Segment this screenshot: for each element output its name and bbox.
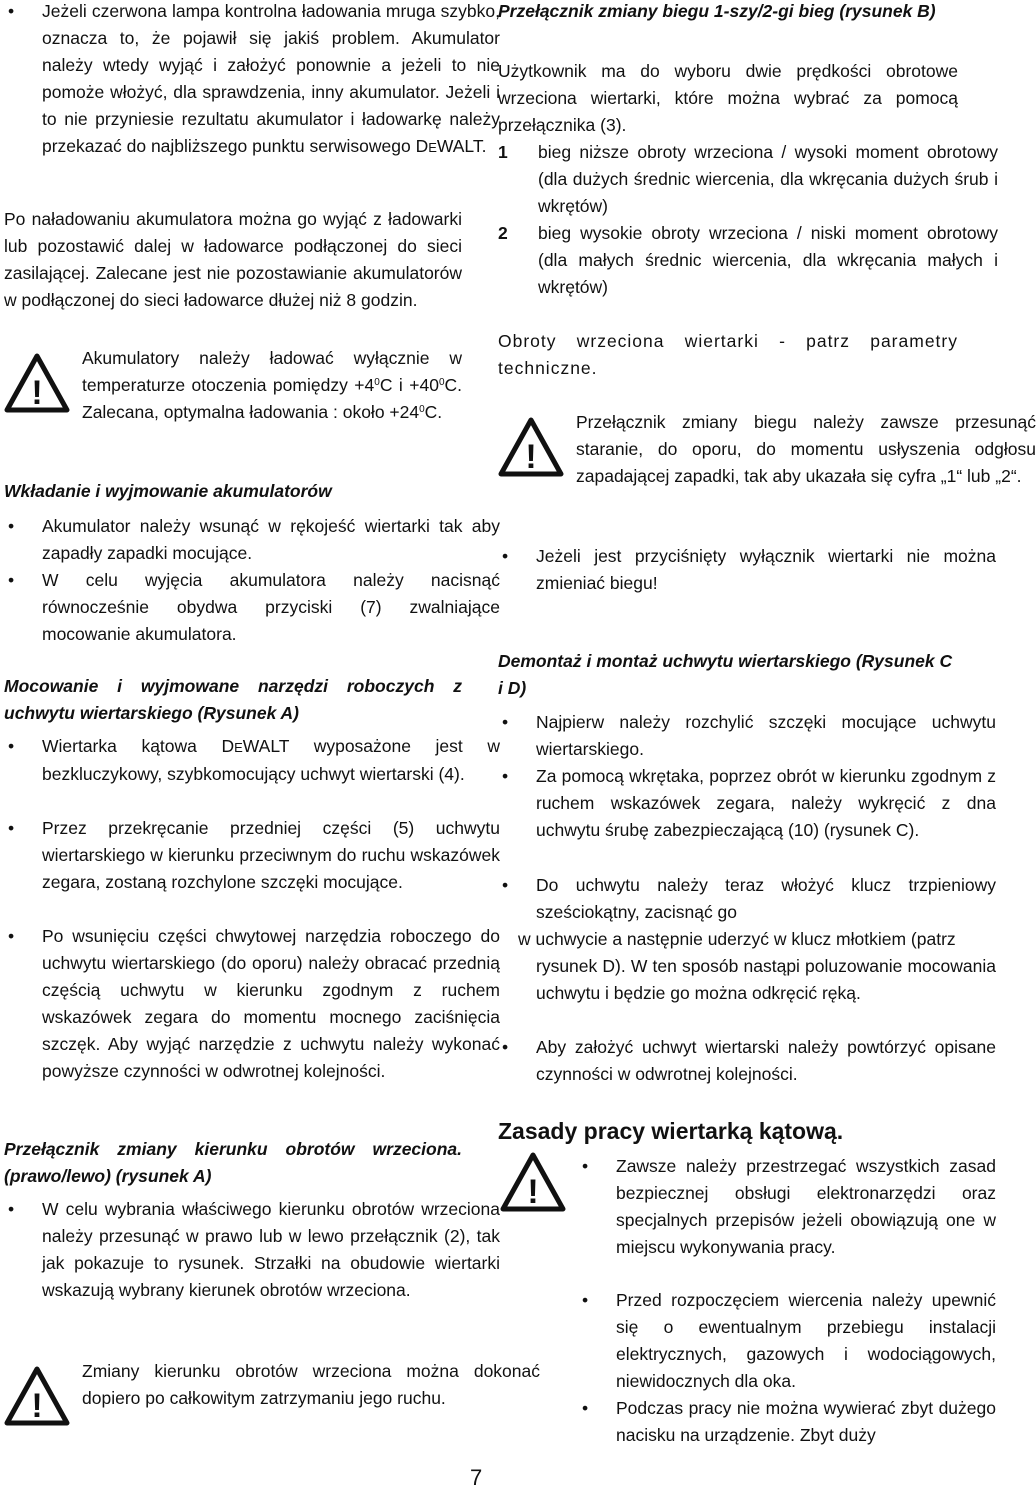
gear-item-1 — [498, 139, 998, 220]
gear-number: 2 — [498, 223, 508, 243]
list-item-text: Wiertarka kątowa — [42, 736, 197, 756]
list-item — [4, 1196, 500, 1304]
list-item-text: W celu wyjęcia akumulatora należy nacisnąć równocześnie obydwa przyciski (7) zwalniające mocowanie akumulatora. — [42, 570, 500, 644]
warning-icon — [498, 417, 564, 477]
list-item-text: Podczas pracy nie można wywierać zbyt dużego nacisku na urządzenie. Zbyt duży — [616, 1398, 996, 1445]
warning-text: C. Zalecana, optymalna ładowania : około +24 — [82, 375, 463, 422]
list-item-text: Aby założyć uchwyt wiertarski należy powtórzyć opisane czynności w odwrotnej kolejności. — [536, 1037, 996, 1084]
bullet: • — [502, 712, 509, 732]
list-item-text: Jeżeli jest przyciśnięty wyłącznik wiertarki nie można zmieniać biegu! — [536, 546, 996, 593]
bullet: • — [502, 875, 509, 895]
bullet: • — [582, 1156, 589, 1176]
section-heading: Demontaż i montaż uchwytu wiertarskiego (Rysunek C i D) — [498, 651, 953, 698]
svg-text:!: ! — [31, 374, 43, 412]
warning-icon — [4, 1366, 70, 1426]
degree-mark: 0 — [438, 377, 445, 388]
section-heading: Mocowanie i wyjmowane narzędzi roboczych z uchwytu wiertarskiego (Rysunek A) — [4, 676, 462, 723]
list-item-text: Najpierw należy rozchylić szczęki mocujące uchwytu wiertarskiego. — [536, 712, 996, 759]
bullet: • — [8, 736, 15, 756]
list-item-text: Do uchwytu należy teraz włożyć klucz trzpieniowy sześciokątny, zacisnąć go — [536, 875, 996, 922]
list-item — [498, 1034, 996, 1088]
svg-text:!: ! — [31, 1387, 43, 1425]
paragraph: Użytkownik ma do wyboru dwie prędkości obrotowe wrzeciona wiertarki, które można wybrać za pomocą przełącznika (3). — [498, 61, 958, 135]
warning-icon — [4, 353, 70, 413]
bullet: • — [582, 1290, 589, 1310]
list-item — [4, 0, 500, 161]
list-item — [578, 1287, 996, 1395]
bullet: • — [502, 766, 509, 786]
warning-block — [498, 409, 1036, 490]
bullet: • — [8, 1199, 15, 1219]
list-item — [4, 923, 500, 1085]
bullet: • — [8, 570, 15, 590]
degree-mark: 0 — [374, 377, 380, 388]
list-item — [578, 1153, 996, 1261]
section-heading: Przełącznik zmiany biegu 1-szy/2-gi bieg (rysunek B) — [498, 1, 936, 21]
degree-mark: 0 — [419, 404, 425, 415]
brand-e: E — [428, 140, 437, 155]
svg-text:!: ! — [527, 1173, 539, 1211]
bullet: • — [582, 1398, 589, 1418]
list-item — [4, 815, 500, 896]
list-item — [4, 733, 500, 788]
list-item — [578, 1395, 996, 1449]
list-item-text: Za pomocą wkrętaka, poprzez obrót w kierunku zgodnym z ruchem wskazówek zegara, należy wykręcić z dna uchwytu śrubę zabezpieczającą (10) (rysunek C). — [536, 766, 996, 840]
warning-text: C. — [424, 402, 443, 422]
paragraph: Po naładowaniu akumulatora można go wyjąć z ładowarki lub pozostawić dalej w ładowarce podłączonej do sieci zasilającej. Zalecane jest nie pozostawianie akumulatorów w podłączonej do sieci ładowarce dłużej niż 8 godzin. — [4, 209, 462, 310]
bullet: • — [502, 1037, 509, 1057]
warning-icon — [500, 1152, 566, 1212]
paragraph: Obroty wrzeciona wiertarki - patrz parametry techniczne. — [498, 331, 958, 378]
gear-text: bieg niższe obroty wrzeciona / wysoki moment obrotowy (dla dużych średnic wiercenia, dla wkręcania dużych śrub i wkrętów) — [538, 142, 998, 216]
brand-d: D — [221, 736, 235, 756]
list-item-text: Po wsunięciu części chwytowej narzędzia roboczego do uchwytu wiertarskiego (do oporu) należy obracać przednią częścią uchwytu w kierunku zgodnym z ruchem wskazówek zegara do momentu mocnego zaciśnięcia szczęk. Aby wyjąć narzędzie z uchwytu należy wykonać powyższe czynności w odwrotnej kolejności. — [42, 926, 500, 1081]
gear-item-2 — [498, 220, 998, 301]
list-item-continuation: w uchwycie a następnie uderzyć w klucz młotkiem (patrz — [518, 929, 956, 949]
gear-number: 1 — [498, 142, 508, 162]
list-item-text: WALT wyposażone jest w bezkluczykowy, szybkomocujący uchwyt wiertarski (4). — [42, 736, 500, 784]
bullet: • — [8, 1, 15, 21]
charge-problem-text: Jeżeli czerwona lampa kontrolna ładowania mruga szybko, oznacza to, że pojawił się jakiś problem. Akumulator należy wtedy wyjąć i założyć ponownie a jeżeli to nie pomoże włożyć, dla sprawdzenia, inny akumulator. Jeżeli i to nie przyniesie rezultatu akumulator i ładowarkę należy przekazać do najbliższego punktu serwisowego — [42, 1, 500, 156]
section-heading: Przełącznik zmiany kierunku obrotów wrzeciona. (prawo/lewo) (rysunek A) — [4, 1139, 462, 1186]
warning-block — [4, 1358, 540, 1438]
bullet: • — [8, 818, 15, 838]
list-item-text: Przez przekręcanie przedniej części (5) uchwytu wiertarskiego w kierunku przeciwnym do ruchu wskazówek zegara, zostaną rozchylone szczęki mocujące. — [42, 818, 500, 892]
list-item — [498, 709, 996, 763]
gear-text: bieg wysokie obroty wrzeciona / niski moment obrotowy (dla małych średnic wiercenia, dla wkręcania małych i wkrętów) — [538, 223, 998, 297]
list-item-continuation — [498, 953, 996, 1007]
bullet: • — [8, 516, 15, 536]
list-item — [4, 513, 500, 567]
brand-e: E — [234, 740, 243, 755]
list-item — [4, 567, 500, 648]
list-item — [498, 872, 996, 926]
warning-block — [4, 345, 462, 426]
page-number: 7 — [470, 1465, 483, 1490]
list-item-text: Przed rozpoczęciem wiercenia należy upewnić się o ewentualnym przebiegu instalacji elektrycznych, gazowych i wodociągowych, niewidocznych dla oka. — [616, 1290, 996, 1391]
warning-text: Akumulatory należy ładować wyłącznie w temperaturze otoczenia pomiędzy +4 — [82, 348, 462, 395]
list-item-text: rysunek D). W ten sposób nastąpi poluzowanie mocowania uchwytu i będzie go można odkręcić ręką. — [536, 956, 996, 1003]
svg-text:!: ! — [525, 438, 537, 476]
warning-text: Zmiany kierunku obrotów wrzeciona można dokonać dopiero po całkowitym zatrzymaniu jego ruchu. — [82, 1361, 540, 1408]
section-heading: Wkładanie i wyjmowanie akumulatorów — [4, 481, 332, 501]
brand-d: D — [415, 136, 429, 156]
warning-text: C i +40 — [379, 375, 439, 395]
list-item-text: W celu wybrania właściwego kierunku obrotów wrzeciona należy przesunąć w prawo lub w lewo przełącznik (2), tak jak pokazuje to rysunek. Strzałki na obudowie wiertarki wskazują wybrany kierunek obrotów wrzeciona. — [42, 1199, 500, 1300]
list-item-text: Akumulator należy wsunąć w rękojeść wiertarki tak aby zapadły zapadki mocujące. — [42, 516, 500, 563]
list-item — [498, 543, 996, 597]
page-section-title: Zasady pracy wiertarką kątową. — [498, 1118, 844, 1144]
warning-text: Przełącznik zmiany biegu należy zawsze przesunąć staranie, do oporu, do momentu usłyszenia odgłosu zapadającej zapadki, tak aby ukazała się cyfra „1“ lub „2“. — [576, 412, 1036, 486]
list-item — [498, 763, 996, 844]
bullet: • — [8, 926, 15, 946]
list-item-text: Zawsze należy przestrzegać wszystkich zasad bezpiecznej obsługi elektronarzędzi oraz specjalnych przepisów jeżeli obowiązują one w miejscu wykonywania pracy. — [616, 1156, 996, 1257]
brand-walt: WALT. — [436, 136, 487, 156]
bullet: • — [502, 546, 509, 566]
